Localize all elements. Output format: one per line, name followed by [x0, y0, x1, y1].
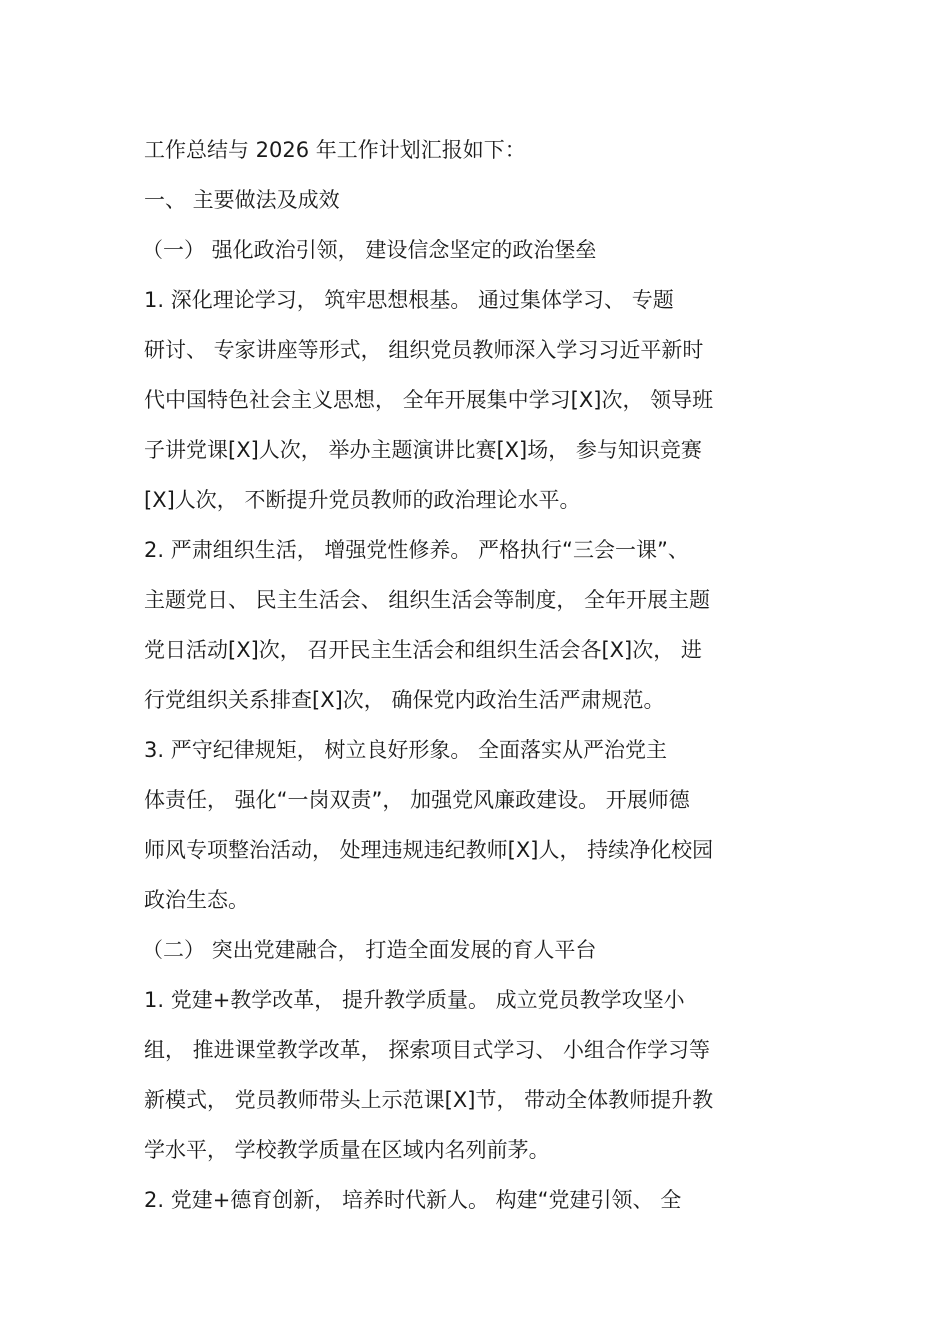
paragraph-line: 党日活动[X]次， 召开民主生活会和组织生活会各[X]次， 进 [144, 638, 702, 662]
paragraph-line: [X]人次， 不断提升党员教师的政治理论水平。 [144, 488, 581, 512]
paragraph-line: 3. 严守纪律规矩， 树立良好形象。 全面落实从严治党主 [144, 738, 668, 762]
intro-line: 工作总结与 2026 年工作计划汇报如下： [144, 138, 526, 162]
paragraph-line: 组， 推进课堂教学改革， 探索项目式学习、 小组合作学习等 [144, 1038, 711, 1062]
paragraph-line: 子讲党课[X]人次， 举办主题演讲比赛[X]场， 参与知识竞赛 [144, 438, 702, 462]
document-body [144, 125, 764, 1225]
subsection-heading: （二） 突出党建融合， 打造全面发展的育人平台 [142, 938, 597, 962]
paragraph-line: 新模式， 党员教师带头上示范课[X]节， 带动全体教师提升教 [144, 1088, 714, 1112]
paragraph-line: 政治生态。 [144, 888, 249, 912]
paragraph-line: 2. 严肃组织生活， 增强党性修养。 严格执行“三会一课”、 [144, 538, 689, 562]
paragraph-line: 1. 深化理论学习， 筑牢思想根基。 通过集体学习、 专题 [144, 288, 674, 312]
paragraph-line: 行党组织关系排查[X]次， 确保党内政治生活严肃规范。 [144, 688, 665, 712]
paragraph-line: 主题党日、 民主生活会、 组织生活会等制度， 全年开展主题 [144, 588, 711, 612]
paragraph-line: 研讨、 专家讲座等形式， 组织党员教师深入学习习近平新时 [144, 338, 704, 362]
section-heading: 一、 主要做法及成效 [144, 188, 340, 212]
paragraph-line: 1. 党建+教学改革， 提升教学质量。 成立党员教学攻坚小 [144, 988, 685, 1012]
paragraph-line: 体责任， 强化“一岗双责”， 加强党风廉政建设。 开展师德 [144, 788, 690, 812]
paragraph-line: 2. 党建+德育创新， 培养时代新人。 构建“党建引领、 全 [144, 1188, 682, 1212]
paragraph-line: 师风专项整治活动， 处理违规违纪教师[X]人， 持续净化校园 [144, 838, 714, 862]
paragraph-line: 学水平， 学校教学质量在区域内名列前茅。 [144, 1138, 550, 1162]
paragraph-line: 代中国特色社会主义思想， 全年开展集中学习[X]次， 领导班 [144, 388, 714, 412]
subsection-heading: （一） 强化政治引领， 建设信念坚定的政治堡垒 [142, 238, 597, 262]
